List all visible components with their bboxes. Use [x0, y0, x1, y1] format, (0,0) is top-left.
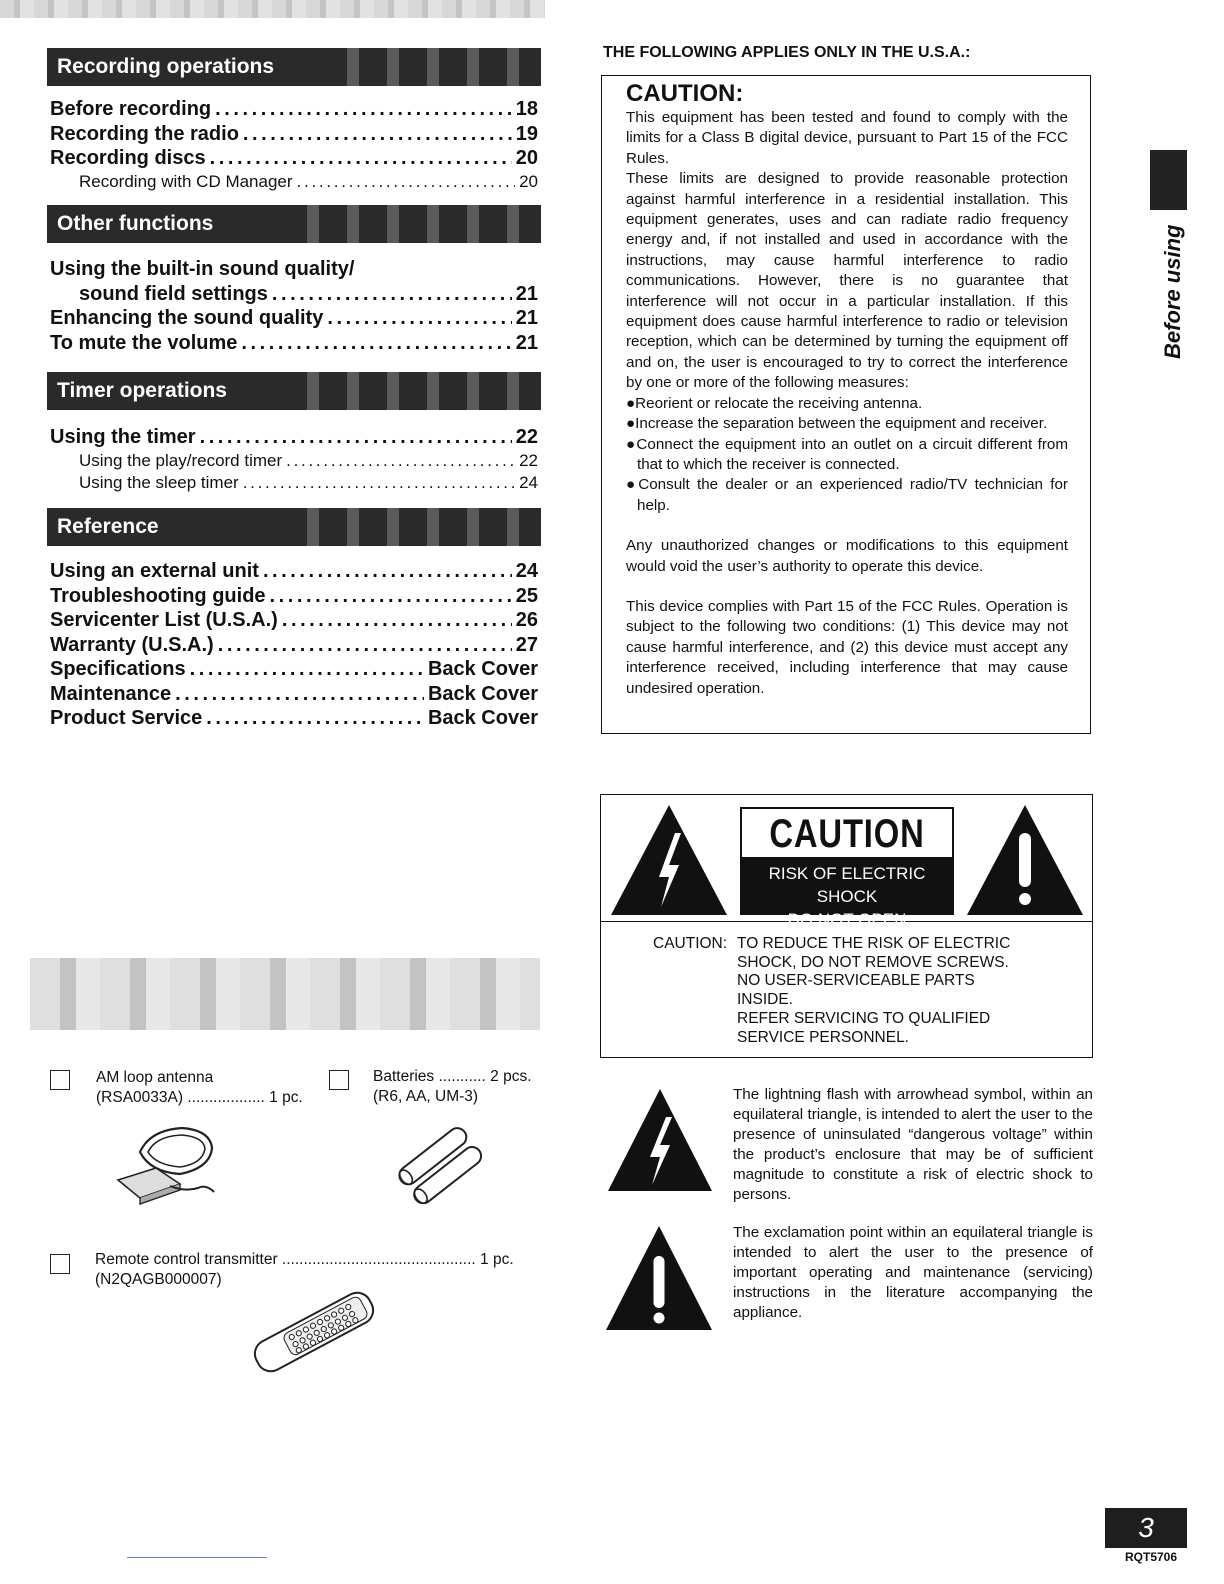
- lightning-warning-icon: [609, 803, 729, 917]
- fcc-paragraph: This device complies with Part 15 of the FCC Rules. Operation is subject to the following two conditions: (1) This device may not cause harmful interference, and (2) this device must accept any interference received, including interference that may cause undesired operation.: [626, 597, 1068, 697]
- toc-subentry[interactable]: Recording with CD Manager . . . 20: [50, 172, 538, 194]
- side-tab-marker: [1150, 150, 1187, 210]
- shock-caution-text: CAUTION: TO REDUCE THE RISK OF ELECTRIC SHOCK, DO NOT REMOVE SCREWS. NO USER-SERVICEABLE PARTS INSIDE. REFER SERVICING TO QUALIFIED SERVICE PERSONNEL.: [653, 935, 1011, 1046]
- toc-entry[interactable]: Using the timer . . . 22: [50, 426, 538, 451]
- toc-entry[interactable]: Using the built-in sound quality/: [50, 258, 355, 280]
- toc-entry[interactable]: Product Service . . . Back Cover: [50, 707, 538, 732]
- page-number: 3: [1105, 1508, 1187, 1548]
- accessories-banner: [30, 958, 540, 1030]
- fcc-paragraph: These limits are designed to provide reasonable protection against harmful interference in a residential installation. This equipment generates, uses and can radiate radio frequency energy and, if not installed and used in accordance with the instructions, may cause harmful interference to radio communications. However, there is no guarantee that interference will not occur in a particular installation. If this equipment does cause harmful interference to radio or television reception, which can be determined by turning the equipment off and on, the user is encouraged to try to correct the interference by one or more of the following measures:: [626, 170, 1068, 392]
- top-decorative-band: [0, 0, 545, 18]
- remote-control-icon: [244, 1290, 384, 1374]
- footer-rule: [127, 1557, 267, 1558]
- caution-sign: [740, 807, 954, 929]
- remote-item: Remote control transmitter ............................................. 1 pc. (N2QAGB000007): [95, 1251, 514, 1288]
- shock-caution-graphic: [601, 795, 1092, 929]
- toc-entry[interactable]: To mute the volume . . . 21: [50, 332, 538, 357]
- antenna-item: AM loop antenna (RSA0033A) .................. 1 pc.: [96, 1069, 303, 1106]
- lightning-symbol-text: The lightning flash with arrowhead symbol, within an equilateral triangle, is intended to alert the user to the presence of uninsulated “dangerous voltage” within the product’s enclosure that may be of sufficient magnitude to constitute a risk of electric shock to persons.: [733, 1086, 1093, 1203]
- toc-entry[interactable]: Servicenter List (U.S.A.) . . . 26: [50, 609, 538, 634]
- toc-list-timer: [50, 426, 538, 495]
- document-code: RQT5706: [1125, 1550, 1178, 1564]
- toc-entry[interactable]: Warranty (U.S.A.) . . . 27: [50, 634, 538, 659]
- lightning-triangle-icon: [606, 1087, 714, 1193]
- toc-entry[interactable]: Recording the radio . . . 19: [50, 123, 538, 148]
- toc-entry[interactable]: Using an external unit . . . 24: [50, 560, 538, 585]
- toc-entry[interactable]: Enhancing the sound quality . . . 21: [50, 307, 538, 332]
- section-header-other: Other functions: [47, 205, 541, 243]
- toc-list-other: [50, 258, 538, 356]
- fcc-caution-box: [601, 75, 1091, 734]
- usa-only-label: THE FOLLOWING APPLIES ONLY IN THE U.S.A.:: [603, 44, 971, 61]
- svg-text:Before using: Before using: [1160, 225, 1185, 359]
- toc-entry[interactable]: Before recording . . . 18: [50, 98, 538, 123]
- toc-subentry[interactable]: Using the sleep timer . . . 24: [50, 473, 538, 495]
- fcc-measures-list: [626, 394, 1068, 516]
- batteries-icon: [394, 1124, 494, 1204]
- shock-caution-box: [600, 794, 1093, 1058]
- section-header-recording: Recording operations: [47, 48, 541, 86]
- section-header-timer: Timer operations: [47, 372, 541, 410]
- remote-checkbox[interactable]: [50, 1254, 70, 1274]
- list-item: ●Reorient or relocate the receiving antenna.: [626, 394, 923, 412]
- toc-entry[interactable]: Recording discs . . . 20: [50, 147, 538, 172]
- caution-sign-title: CAUTION: [769, 812, 925, 856]
- exclamation-warning-icon: [965, 803, 1085, 917]
- list-item: ●Increase the separation between the equipment and receiver.: [626, 415, 1048, 433]
- fcc-paragraph: Any unauthorized changes or modifications to this equipment would void the user’s authority to operate this device.: [626, 537, 1068, 575]
- list-item: ●Connect the equipment into an outlet on a circuit different from that to which the receiver is connected.: [626, 435, 1068, 473]
- toc-list-reference: [50, 560, 538, 732]
- exclamation-triangle-icon: [604, 1224, 714, 1332]
- fcc-caution-heading: CAUTION:: [626, 80, 744, 107]
- batteries-item: Batteries ........... 2 pcs. (R6, AA, UM-3): [373, 1068, 532, 1105]
- fcc-paragraph: This equipment has been tested and found to comply with the limits for a Class B digital device, pursuant to Part 15 of the FCC Rules.: [626, 109, 1068, 167]
- toc-entry[interactable]: Specifications . . . Back Cover: [50, 658, 538, 683]
- toc-entry[interactable]: Troubleshooting guide . . . 25: [50, 585, 538, 610]
- loop-antenna-icon: [110, 1122, 220, 1208]
- toc-entry[interactable]: Maintenance . . . Back Cover: [50, 683, 538, 708]
- batteries-checkbox[interactable]: [329, 1070, 349, 1090]
- toc-entry-continued[interactable]: sound field settings . . . 21: [50, 283, 538, 308]
- section-header-reference: Reference: [47, 508, 541, 546]
- list-item: ●Consult the dealer or an experienced radio/TV technician for help.: [626, 476, 1068, 514]
- side-tab-label: [1140, 225, 1200, 365]
- caution-sign-subtitle: RISK OF ELECTRIC SHOCK DO NOT OPEN: [742, 857, 952, 913]
- antenna-checkbox[interactable]: [50, 1070, 70, 1090]
- toc-subentry[interactable]: Using the play/record timer . . . 22: [50, 451, 538, 473]
- toc-list-recording: [50, 98, 538, 194]
- exclamation-symbol-text: The exclamation point within an equilateral triangle is intended to alert the user to the presence of important operating and maintenance (servicing) instructions in the literature accompanying the appliance.: [733, 1224, 1093, 1321]
